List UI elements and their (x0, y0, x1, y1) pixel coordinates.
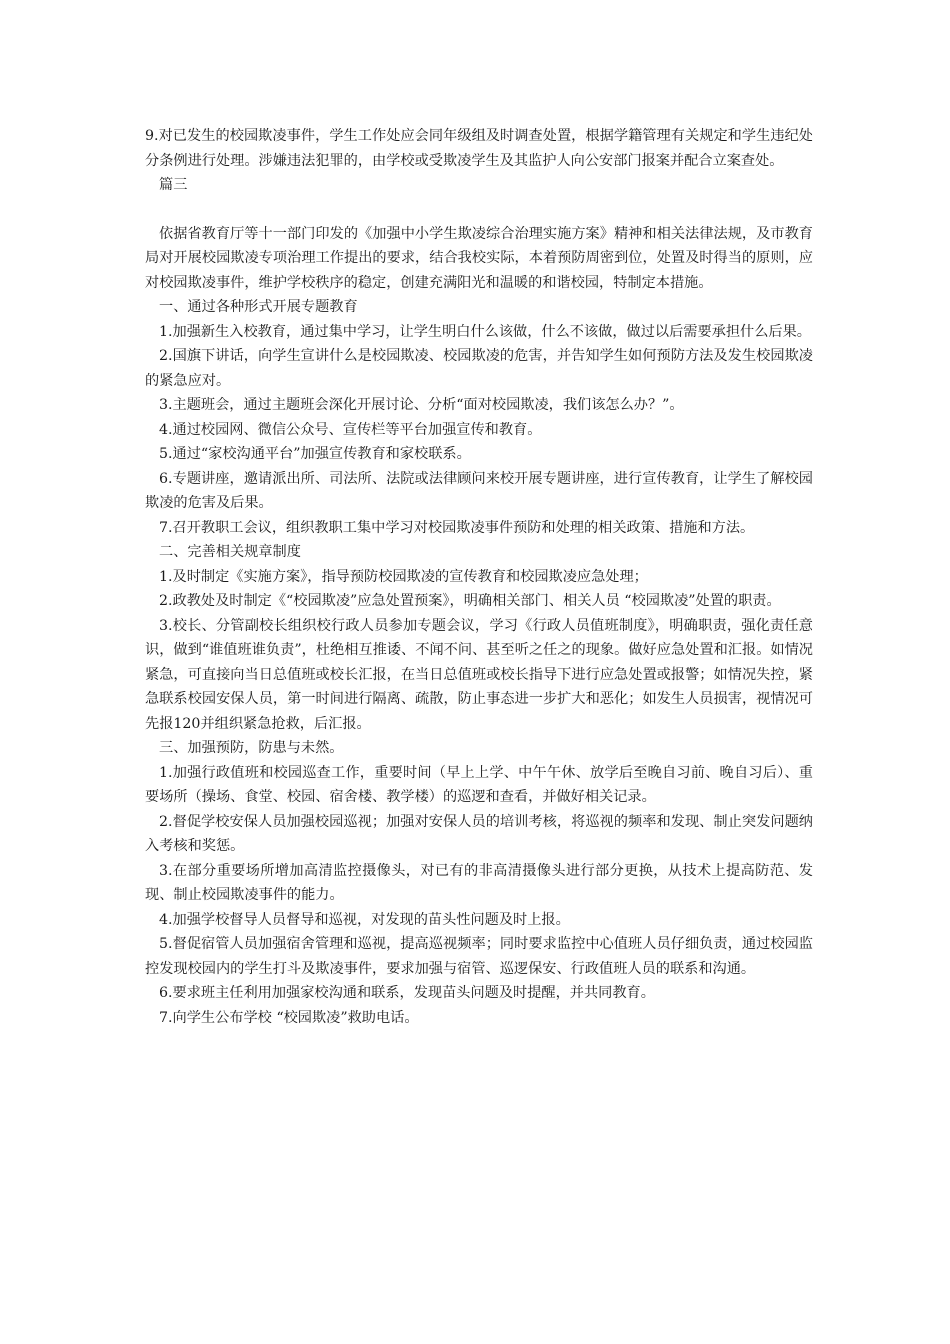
list-item: 1.加强新生入校教育，通过集中学习，让学生明白什么该做，什么不该做，做过以后需要承担什么后果。 (159, 323, 811, 340)
section-heading-3: 三、加强预防，防患与未然。 (159, 740, 344, 756)
list-item: 1.加强行政值班和校园巡查工作，重要时间（早上上学、中午午休、放学后至晚自习前、晚自习后）、重要场所（操场、食堂、校园、宿舍楼、教学楼）的巡逻和查看，并做好相关记录。 (145, 764, 813, 805)
section-heading-1: 一、通过各种形式开展专题教育 (159, 299, 358, 315)
list-item: 5.通过“家校沟通平台”加强宣传教育和家校联系。 (159, 446, 471, 462)
list-item: 3.在部分重要场所增加高清监控摄像头，对已有的非高清摄像头进行部分更换，从技术上提高防范、发现、制止校园欺凌事件的能力。 (145, 862, 813, 903)
list-item: 6.要求班主任利用加强家校沟通和联系，发现苗头问题及时提醒，并共同教育。 (159, 985, 655, 1001)
list-item: 7.召开教职工会议，组织教职工集中学习对校园欺凌事件预防和处理的相关政策、措施和方法。 (159, 519, 755, 536)
list-item: 2.督促学校安保人员加强校园巡视；加强对安保人员的培训考核，将巡视的频率和发现、制止突发问题纳入考核和奖惩。 (145, 813, 813, 854)
list-item: 5.督促宿管人员加强宿舍管理和巡视，提高巡视频率；同时要求监控中心值班人员仔细负责，通过校园监控发现校园内的学生打斗及欺凌事件，要求加强与宿管、巡逻保安、行政值班人员的联系和沟通。 (145, 936, 813, 977)
list-item: 3.主题班会，通过主题班会深化开展讨论、分析“面对校园欺凌，我们该怎么办？”。 (159, 397, 684, 413)
list-item: 1.及时制定《实施方案》，指导预防校园欺凌的宣传教育和校园欺凌应急处理； (159, 568, 648, 585)
section-heading-2: 二、完善相关规章制度 (159, 544, 301, 560)
blank-line (145, 198, 813, 222)
list-item: 4.加强学校督导人员督导和巡视，对发现的苗头性问题及时上报。 (159, 911, 570, 928)
list-item: 7.向学生公布学校 “校园欺凌”救助电话。 (159, 1009, 419, 1026)
list-item: 2.国旗下讲话，向学生宣讲什么是校园欺凌、校园欺凌的危害，并告知学生如何预防方法及发生校园欺凌的紧急应对。 (145, 348, 813, 389)
list-item: 4.通过校园网、微信公众号、宣传栏等平台加强宣传和教育。 (159, 421, 542, 438)
paragraph-item-9: 9.对已发生的校园欺凌事件，学生工作处应会同年级组及时调查处置，根据学籍管理有关规定和学生违纪处分条例进行处理。涉嫌违法犯罪的，由学校或受欺凌学生及其监护人向公安部门报案并配合立案查处。 (145, 128, 813, 169)
list-item: 3.校长、分管副校长组织校行政人员参加专题会议，学习《行政人员值班制度》，明确职责，强化责任意识，做到“谁值班谁负责”，杜绝相互推诿、不闻不问、甚至听之任之的现象。做好应急处置和汇报。如情况紧急，可直接向当日总值班或校长汇报，在当日总值班或校长指导下进行应急处置或报警；如情况失控，紧急联系校园安保人员，第一时间进行隔离、疏散，防止事态进一步扩大和恶化；如发生人员损害，视情况可先报120并组织紧急抢救，后汇报。 (145, 617, 813, 732)
list-item: 6.专题讲座，邀请派出所、司法所、法院或法律顾问来校开展专题讲座，进行宣传教育，让学生了解校园欺凌的危害及后果。 (145, 470, 813, 511)
list-item: 2.政教处及时制定《“校园欺凌”应急处置预案》，明确相关部门、相关人员 “校园欺凌”处置的职责。 (159, 593, 781, 609)
section-title-part-three: 篇三 (159, 177, 188, 193)
intro-paragraph: 依据省教育厅等十一部门印发的《加强中小学生欺凌综合治理实施方案》精神和相关法律法规，及市教育局对开展校园欺凌专项治理工作提出的要求，结合我校实际，本着预防周密到位，处置及时得当的原则，应对校园欺凌事件，维护学校秩序的稳定，创建充满阳光和温暖的和谐校园，特制定本措施。 (145, 225, 813, 291)
document-page (145, 124, 813, 1030)
